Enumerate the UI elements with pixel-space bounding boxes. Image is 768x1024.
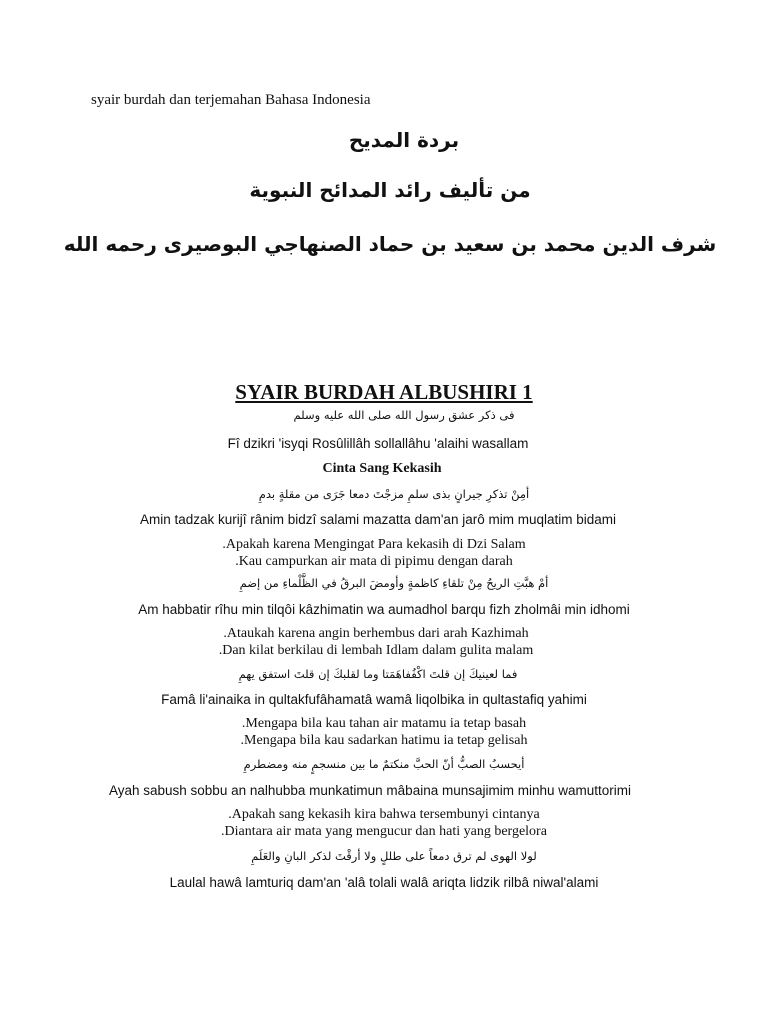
verse-translation-line: .Apakah karena Mengingat Para kekasih di Dzi Salam (222, 537, 526, 552)
arabic-title-author-line: من تأليف رائد المدائح النبوية (249, 178, 531, 202)
arabic-title-main: بردة المديح (348, 128, 460, 152)
verse-transliteration: Ayah sabush sobbu an nalhubba munkatimun mâbaina munsajimim minhu wamuttorimi (108, 783, 632, 798)
verse-translation-line: .Mengapa bila kau sadarkan hatimu ia tetap gelisah (240, 733, 528, 748)
verse-arabic: لولا الهوى لم ترق دمعاً على طللٍ ولا أرقْتَ لذكر البانِ والعَلَمِ (251, 849, 537, 863)
section-transliteration: Fî dzikri 'isyqi Rosûlillâh sollallâhu 'alaihi wasallam (227, 436, 529, 451)
section-arabic: فى ذكر عشق رسول الله صلى الله عليه وسلم (293, 408, 515, 422)
verse-translation-line: .Diantara air mata yang mengucur dan hati yang bergelora (221, 824, 547, 839)
verse-translation-line: .Dan kilat berkilau di lembah Idlam dalam gulita malam (218, 643, 534, 658)
verse-arabic: أمِنْ تذكرِ جيرانٍ بذى سلمِ مزجْتَ دمعا جَرَى من مقلةٍ بدمِ (258, 487, 530, 501)
verse-arabic: أمْ هبَّتِ الريحُ مِنْ تلقاءِ كاظمةٍ وأومضَ البرقُ في الظَّلْماءِ من إضمِ (239, 576, 549, 590)
verse-transliteration: Famâ li'ainaika in qultakfufâhamatâ wamâ liqolbika in qultastafiq yahimi (161, 692, 587, 707)
verse-translation-line: .Mengapa bila kau tahan air matamu ia tetap basah (241, 716, 527, 731)
page-heading: SYAIR BURDAH ALBUSHIRI 1 (235, 380, 533, 404)
verse-translation-line: .Ataukah karena angin berhembus dari arah Kazhimah (223, 626, 529, 641)
verse-translation-line: .Apakah sang kekasih kira bahwa tersembunyi cintanya (228, 807, 540, 822)
arabic-title-author-name: شرف الدين محمد بن سعيد بن حماد الصنهاجي البوصيرى رحمه الله (63, 232, 717, 256)
verse-transliteration: Laulal hawâ lamturiq dam'an 'alâ tolali walâ ariqta lidzik rilbâ niwal'alami (169, 875, 599, 890)
verse-arabic: أيحسبُ الصبُّ أنّ الحبَّ منكتمٌ ما بين منسجمٍ منه ومضطرمِ (243, 757, 525, 771)
verse-transliteration: Am habbatir rîhu min tilqôi kâzhimatin wa aumadhol barqu fizh zholmâi min idhomi (138, 602, 630, 617)
section-subtitle: Cinta Sang Kekasih (322, 461, 442, 476)
verse-arabic: فما لعينيكَ إن قلتَ اكْفُفاهَمَتا وما لقلبكَ إن قلتَ استفق يهمِ (238, 667, 518, 681)
intro-text: syair burdah dan terjemahan Bahasa Indonesia (91, 92, 371, 108)
verse-transliteration: Amin tadzak kurijî rânim bidzî salami mazatta dam'an jarô mim muqlatim bidami (140, 512, 616, 527)
verse-translation-line: .Kau campurkan air mata di pipimu dengan darah (235, 554, 513, 569)
